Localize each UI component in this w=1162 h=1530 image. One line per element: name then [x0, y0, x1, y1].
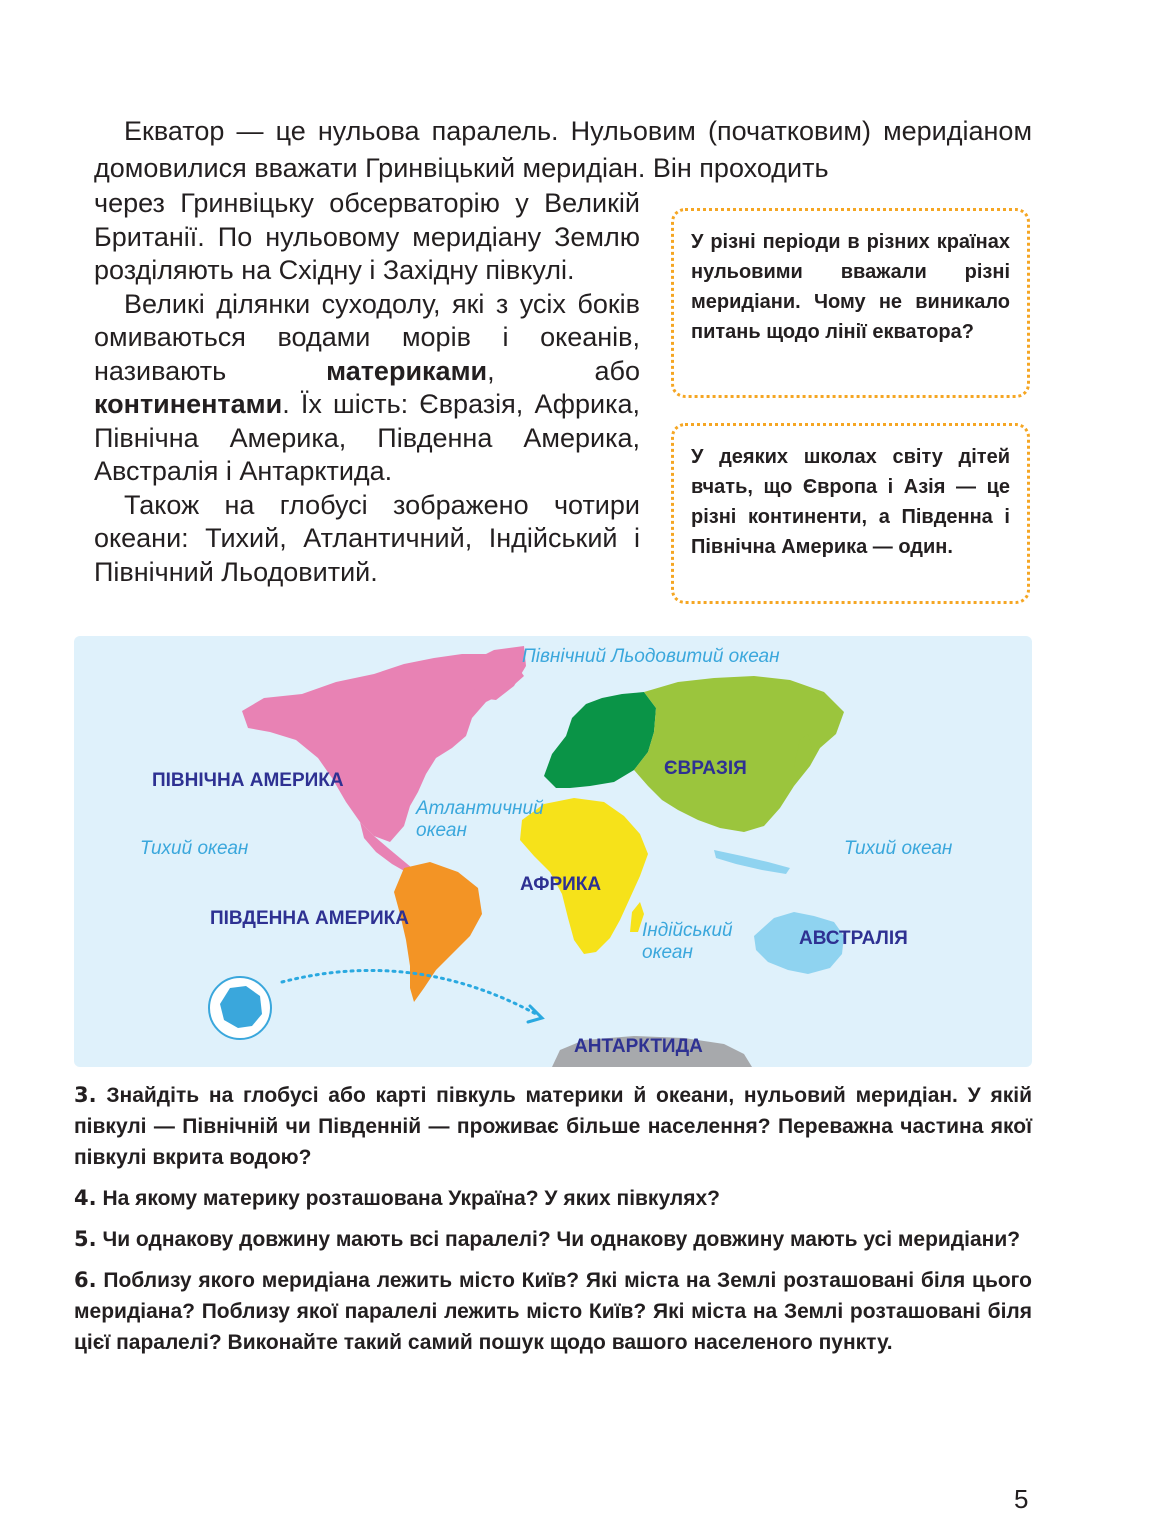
question-number: 6.	[74, 1268, 97, 1292]
indonesia-shape	[714, 850, 790, 874]
question-number: 5.	[74, 1227, 97, 1251]
p2-after: . Їх шість: Євразія, Африка, Північна Америка, Південна Америка, Австралія і Антарктида.	[94, 389, 640, 486]
label-eurasia: ЄВРАЗІЯ	[664, 758, 747, 779]
label-south-america: ПІВДЕННА АМЕРИКА	[210, 908, 409, 929]
question-number: 4.	[74, 1186, 97, 1210]
question-text: Чи однакову довжину мають всі паралелі? Чи однакову довжину мають усі меридіани?	[102, 1228, 1021, 1251]
label-atlantic-ocean-line1: Атлантичний	[416, 798, 544, 819]
world-map-drawing	[74, 636, 1032, 1067]
intro-paragraph-3: Також на глобусі зображено чотири океани: Тихий, Атлантичний, Індійський і Північний Льодовитий.	[94, 489, 640, 587]
question-6	[74, 1265, 1032, 1358]
question-number: 3.	[74, 1083, 97, 1107]
question-text: Поблизу якого меридіана лежить місто Київ? Які міста на Землі розташовані біля цього меридіана? Поблизу якої паралелі лежить місто Київ? Які міста на Землі розташовані біля цієї паралелі? Виконайте такий самий пошук щодо вашого населеного пункту.	[74, 1269, 1032, 1354]
intro-text	[94, 113, 1032, 187]
label-pacific-ocean-right: Тихий океан	[844, 838, 953, 859]
world-map	[74, 636, 1032, 1067]
page-number: 5	[1014, 1484, 1029, 1514]
dotted-arrow	[282, 970, 536, 1014]
label-indian-ocean-line1: Індійський	[642, 920, 733, 941]
term-kontynenty: континентами	[94, 389, 283, 419]
intro-paragraph-2	[94, 288, 640, 489]
question-4	[74, 1183, 1032, 1214]
question-5	[74, 1224, 1032, 1255]
label-indian-ocean-line2: океан	[642, 942, 693, 963]
label-atlantic-ocean-line2: океан	[416, 820, 467, 841]
question-text: На якому материку розташована Україна? У яких півкулях?	[102, 1187, 720, 1210]
label-antarctica: АНТАРКТИДА	[574, 1036, 703, 1057]
side-note-meridians: У різні періоди в різних країнах нульовими вважали різні меридіани. Чому не виникало питань щодо лінії екватора?	[671, 208, 1030, 398]
term-materyky: материками	[326, 355, 488, 386]
intro-paragraph-1: Екватор — це нульова паралель. Нульовим (початковим) меридіаном домовилися вважати Гринвіцький меридіан. Він проходить	[94, 116, 1032, 183]
question-3	[74, 1080, 1032, 1173]
label-north-america: ПІВНІЧНА АМЕРИКА	[152, 770, 344, 791]
question-text: Знайдіть на глобусі або карті півкуль материки й океани, нульовий меридіан. У якій півкулі — Північній чи Південній — проживає більше населення? Переважна частина якої півкулі вкрита водою?	[74, 1084, 1032, 1169]
asia-shape	[634, 676, 844, 832]
label-africa: АФРИКА	[520, 874, 602, 895]
p2-mid: , або	[487, 355, 640, 386]
intro-paragraph-1-continuation: через Гринвіцьку обсерваторію у Великій Британії. По нульовому меридіану Землю розділяють на Східну і Західну півкулі.	[94, 188, 640, 285]
text-column	[94, 187, 640, 589]
side-note-continents: У деяких школах світу дітей вчать, що Європа і Азія — це різні континенти, а Південна і Північна Америка — один.	[671, 423, 1030, 604]
label-australia: АВСТРАЛІЯ	[799, 928, 908, 949]
south-america-shape	[394, 862, 482, 1002]
label-pacific-ocean-left: Тихий океан	[140, 838, 249, 859]
label-arctic-ocean: Північний Льодовитий океан	[522, 646, 780, 667]
questions-list	[74, 1080, 1032, 1368]
p2-before: Великі ділянки суходолу, які з усіх боків омиваються водами морів і океанів, називають	[94, 288, 640, 386]
